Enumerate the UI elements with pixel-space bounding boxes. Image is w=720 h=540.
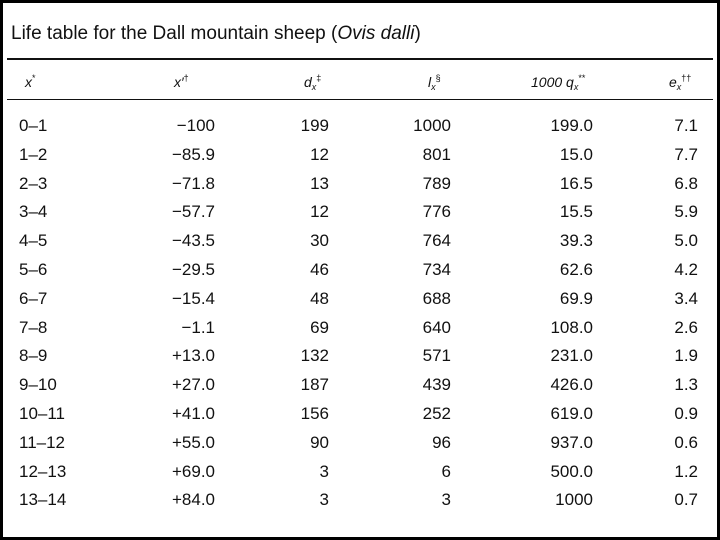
- cell-age-class: 10–11: [19, 403, 66, 423]
- cell-ex: 1.9: [674, 346, 698, 366]
- cell-age-class: 8–9: [19, 346, 48, 366]
- cell-x-prime: −100: [176, 116, 215, 135]
- cell-age-class: 3–4: [19, 202, 48, 222]
- cell-lx: 734: [422, 259, 451, 279]
- table-header: [3, 73, 717, 95]
- cell-qx: 39.3: [559, 231, 593, 251]
- cell-lx: 6: [441, 461, 451, 481]
- cell-dx: 187: [300, 375, 329, 395]
- cell-lx: 252: [422, 403, 451, 423]
- header-x-prime: x′†: [174, 73, 189, 90]
- cell-dx: 30: [310, 231, 329, 251]
- top-rule: [7, 58, 713, 60]
- cell-dx: 12: [310, 202, 329, 222]
- cell-x-prime: −29.5: [171, 259, 215, 279]
- cell-qx: 15.5: [559, 202, 593, 222]
- cell-ex: 3.4: [674, 288, 698, 308]
- cell-ex: 0.9: [674, 403, 698, 423]
- cell-ex: 5.9: [674, 202, 698, 222]
- cell-age-class: 0–1: [19, 116, 48, 135]
- cell-qx: 500.0: [550, 461, 593, 481]
- cell-qx: 619.0: [550, 403, 593, 423]
- cell-qx: 15.0: [559, 144, 593, 164]
- cell-dx: 12: [310, 144, 329, 164]
- cell-qx: 199.0: [550, 116, 593, 135]
- table-page: [3, 3, 717, 537]
- header-ex: $e_x^{\dagger\dagger}$: [669, 73, 692, 92]
- table-row: [3, 375, 717, 404]
- table-row: [3, 346, 717, 375]
- cell-age-class: 11–12: [19, 432, 66, 452]
- cell-qx: 937.0: [550, 432, 593, 452]
- cell-qx: 62.6: [559, 259, 593, 279]
- cell-lx: 789: [422, 173, 451, 193]
- cell-qx: 108.0: [550, 317, 593, 337]
- cell-ex: 2.6: [674, 317, 698, 337]
- cell-age-class: 12–13: [19, 461, 67, 481]
- cell-age-class: 4–5: [19, 231, 48, 251]
- cell-qx: 16.5: [559, 173, 593, 193]
- cell-lx: 96: [432, 432, 451, 452]
- cell-qx: 231.0: [550, 346, 593, 366]
- table-row: [3, 260, 717, 289]
- cell-age-class: 2–3: [19, 173, 48, 193]
- cell-qx: 426.0: [550, 375, 593, 395]
- cell-lx: 640: [422, 317, 451, 337]
- cell-age-class: 1–2: [19, 144, 48, 164]
- cell-dx: 69: [310, 317, 329, 337]
- cell-x-prime: +84.0: [171, 490, 215, 510]
- cell-dx: 46: [310, 259, 329, 279]
- cell-lx: 571: [422, 346, 451, 366]
- table-body: [3, 116, 717, 519]
- table-row: [3, 404, 717, 433]
- cell-x-prime: +13.0: [171, 346, 215, 366]
- cell-lx: 764: [422, 231, 451, 251]
- cell-dx: 156: [300, 403, 329, 423]
- cell-x-prime: +41.0: [171, 403, 215, 423]
- cell-ex: 7.1: [674, 116, 698, 135]
- species-name: Ovis dalli: [337, 23, 415, 44]
- cell-x-prime: +69.0: [171, 461, 215, 481]
- cell-ex: 0.7: [674, 490, 698, 510]
- cell-ex: 0.6: [674, 432, 698, 452]
- cell-lx: 688: [422, 288, 451, 308]
- table-row: [3, 433, 717, 462]
- cell-dx: 3: [319, 490, 329, 510]
- cell-ex: 1.3: [674, 375, 698, 395]
- header-x: x*: [25, 73, 36, 90]
- cell-age-class: 9–10: [19, 375, 57, 395]
- cell-x-prime: −71.8: [171, 173, 215, 193]
- cell-x-prime: −57.7: [171, 202, 215, 222]
- table-row: [3, 462, 717, 491]
- table-row: [3, 318, 717, 347]
- table-row: [3, 490, 717, 519]
- cell-dx: 3: [319, 461, 329, 481]
- cell-x-prime: −43.5: [171, 231, 215, 251]
- cell-x-prime: −85.9: [171, 144, 215, 164]
- cell-x-prime: −15.4: [171, 288, 215, 308]
- cell-age-class: 7–8: [19, 317, 48, 337]
- cell-x-prime: +27.0: [171, 375, 215, 395]
- table-title: [11, 22, 421, 46]
- cell-ex: 4.2: [674, 259, 698, 279]
- cell-age-class: 5–6: [19, 259, 48, 279]
- cell-dx: 90: [310, 432, 329, 452]
- header-rule: [7, 99, 713, 100]
- cell-ex: 7.7: [674, 144, 698, 164]
- cell-qx: 1000: [555, 490, 593, 510]
- table-row: [3, 145, 717, 174]
- title-text: Life table for the Dall mountain sheep (: [11, 23, 338, 44]
- table-row: [3, 202, 717, 231]
- cell-lx: 776: [422, 202, 451, 222]
- cell-lx: 1000: [413, 116, 451, 135]
- cell-age-class: 13–14: [19, 490, 67, 510]
- title-close: ): [414, 23, 421, 44]
- cell-dx: 199: [300, 116, 329, 135]
- header-qx: 1000 $q_x^{**}$: [531, 73, 586, 92]
- cell-ex: 1.2: [674, 461, 698, 481]
- cell-qx: 69.9: [559, 288, 593, 308]
- cell-dx: 132: [300, 346, 329, 366]
- table-row: [3, 289, 717, 318]
- table-row: [3, 174, 717, 203]
- table-row: [3, 116, 717, 145]
- header-dx: $d_x^\ddagger$: [304, 73, 322, 92]
- cell-age-class: 6–7: [19, 288, 48, 308]
- cell-lx: 3: [441, 490, 451, 510]
- cell-ex: 5.0: [674, 231, 698, 251]
- table-row: [3, 231, 717, 260]
- cell-x-prime: −1.1: [181, 317, 215, 337]
- cell-ex: 6.8: [674, 173, 698, 193]
- cell-x-prime: +55.0: [171, 432, 215, 452]
- cell-dx: 48: [310, 288, 329, 308]
- cell-dx: 13: [310, 173, 329, 193]
- cell-lx: 801: [422, 144, 451, 164]
- cell-lx: 439: [422, 375, 451, 395]
- header-lx: $l_x^\S$: [428, 73, 441, 92]
